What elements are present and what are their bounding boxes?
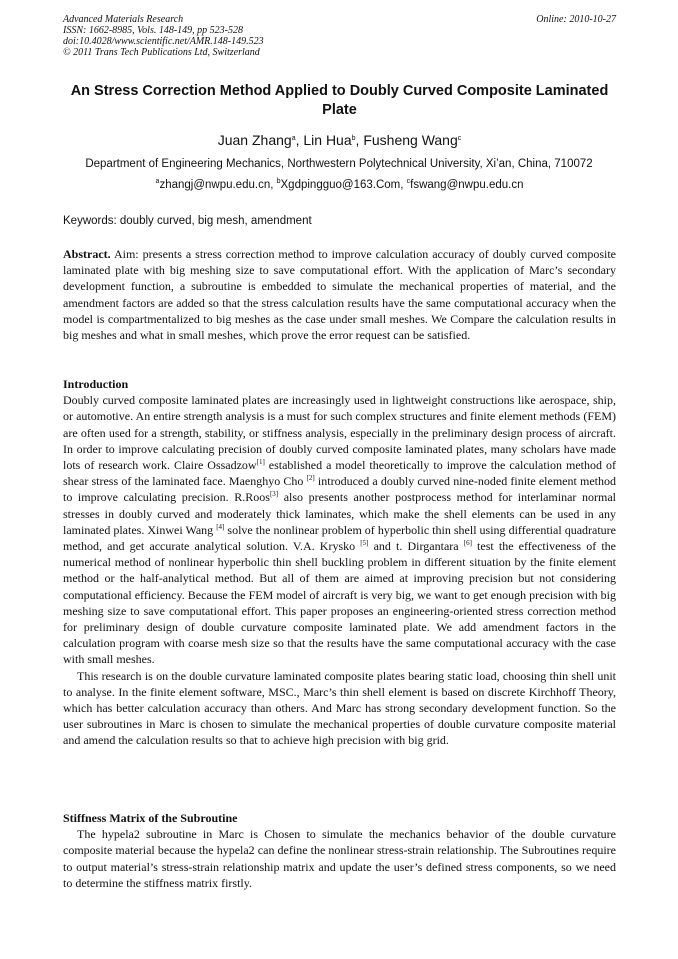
author-affil-mark: a (291, 135, 296, 142)
keywords: Keywords: doubly curved, big mesh, amendment (63, 215, 312, 227)
email-mark: c (406, 178, 411, 185)
author-affil-mark: c (457, 135, 462, 142)
abstract-text: Aim: presents a stress correction method to improve calculation accuracy of doubly curved composite laminated plate with big meshing size to save computational effort. With the application of Marc’s secondary development function, a subroutine is embedded to simulate the mechanical properties of material, and the amendment factors are added so that the stress calculation results have the same computational accuracy when the model is compartmentalized to big meshes as the case under small meshes. We Compare the calculation results in big meshes and what in small meshes, which prove the error request can be satisfied. (63, 247, 616, 343)
stiffness-paragraph-1: The hypela2 subroutine in Marc is Chosen to simulate the mechanics behavior of the double curvature composite material because the hypela2 can define the nonlinear stress-strain relationship. The Subroutines require to output material’s stress-strain relationship matrix and update the user’s defined stress components, so we need to determine the stiffness matrix firstly. (63, 827, 616, 890)
citation-ref: [2] (306, 474, 315, 483)
email-address[interactable]: zhangj@nwpu.edu.cn (159, 179, 271, 191)
email-mark: a (155, 178, 160, 185)
abstract-label: Abstract. (63, 247, 111, 261)
doi-line: doi:10.4028/www.scientific.net/AMR.148-149.523 (63, 36, 264, 47)
email-mark: b (276, 178, 281, 185)
email-list: $^a$zhangj@nwpu.edu.cn, $^b$Xgdpingguo@163.Com, $^c$fswang@nwpu.edu.cn (155, 178, 524, 191)
copyright-line: © 2011 Trans Tech Publications Ltd, Switzerland (63, 47, 260, 58)
introduction-section (63, 376, 616, 749)
author-name: Fusheng Wang (363, 132, 458, 148)
intro-paragraph-1: Doubly curved composite laminated plates are increasingly used in lightweight constructions like aerospace, ship, or automotive. An entire strength analysis is a must for such complex structures and finite element methods (FEM) are often used for a strength, stability, or stiffness analysis, especially in the preliminary design process of aircraft. In order to improve calculating precision of doubly curved composite laminated plates, many scholars have made lots of research work. Claire Ossadzow[1] established a model theoretically to improve the calculation method of shear stress of the laminated face. Maenghyo Cho [2] introduced a doubly curved nine-noded finite element method to improve calculating precision. R.Roos[3] also presents another postprocess method for interlaminar normal stresses in doubly curved and moderately thick laminates, which make the shell elements can be used in any laminated plates. Xinwei Wang [4] solve the nonlinear problem of hyperbolic thin shell using differential quadrature method, and get accurate analytical solution. V.A. Krysko [5] and t. Dirgantara [6] test the effectiveness of the numerical method of nonlinear hyperbolic thin shell buckling problem in different situation by the finite element method or the half-analytical method. But all of them are aimed at improving precision but not considering computational efficiency. Because the FEM model of aircraft is very big, we want to get enough precision with big meshing size to save computational effort. This paper proposes an engineering-oriented stress correction method for preliminary design of double curvature composite laminated plate. We add amendment factors in the calculation program with coarse mesh size so that the results have the same computational accuracy with the case with small meshes. (63, 393, 617, 667)
journal-name: Advanced Materials Research (63, 14, 184, 25)
citation-ref: [5] (360, 539, 369, 548)
stiffness-section (63, 810, 616, 891)
section-heading-stiffness: Stiffness Matrix of the Subroutine (63, 811, 238, 825)
journal-header (63, 14, 616, 58)
citation-ref: [4] (216, 522, 225, 531)
email-address[interactable]: Xgdpingguo@163.Com (280, 179, 401, 191)
affiliation: Department of Engineering Mechanics, Northwestern Polytechnical University, Xi’an, China, 710072 (85, 158, 593, 170)
email-address[interactable]: fswang@nwpu.edu.cn (410, 179, 524, 191)
author-name: Lin Hua (303, 132, 352, 148)
author-affil-mark: b (351, 135, 356, 142)
citation-ref: [6] (463, 539, 472, 548)
section-heading-introduction: Introduction (63, 377, 129, 391)
author-name: Juan Zhang (217, 132, 292, 148)
citation-ref: [1] (256, 458, 265, 467)
citation-ref: [3] (269, 490, 279, 499)
intro-paragraph-2: This research is on the double curvature laminated composite plates bearing static load, choosing thin shell unit to analyse. In the finite element software, MSC., Marc’s thin shell element is based on discrete Kirchhoff Theory, which has better calculation accuracy than others. And Marc has strong secondary development function. So the user subroutines in Marc is chosen to simulate the mechanical properties of double curvature composite material and amend the calculation results so that to achieve high precision with big grid. (63, 668, 616, 748)
issn-line: ISSN: 1662-8985, Vols. 148-149, pp 523-528 (63, 25, 243, 36)
abstract-section (63, 246, 616, 343)
online-date: Online: 2010-10-27 (536, 14, 616, 25)
author-list: Juan Zhang$^a$, Lin Hua$^b$, Fusheng Wang$^c$ (217, 132, 462, 148)
paper-title: An Stress Correction Method Applied to Doubly Curved Composite Laminated Plate (70, 83, 609, 118)
